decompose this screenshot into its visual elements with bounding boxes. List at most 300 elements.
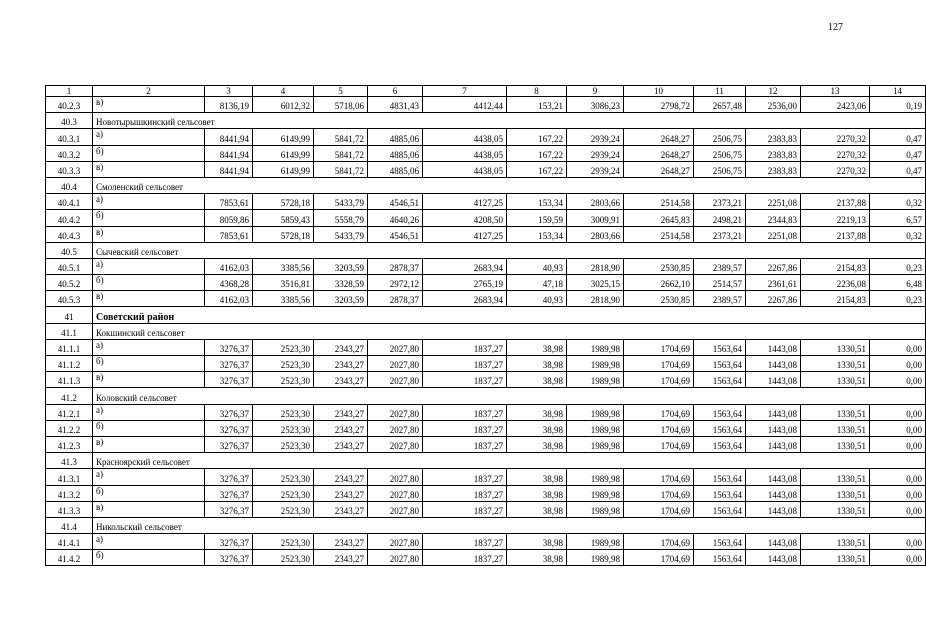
cell-value: 1563,64 <box>694 372 746 388</box>
cell-value: 1989,98 <box>567 469 624 485</box>
cell-value: 1704,69 <box>624 550 694 566</box>
cell-value: 1443,08 <box>746 356 801 372</box>
row-code: 40.3.1 <box>46 129 93 145</box>
cell-value: 1837,27 <box>423 469 507 485</box>
cell-value: 2383,83 <box>746 129 801 145</box>
cell-value: 2344,83 <box>746 210 801 226</box>
cell-value: 2498,21 <box>694 210 746 226</box>
group-row <box>46 242 926 258</box>
cell-value: 1443,08 <box>746 404 801 420</box>
cell-value: 1837,27 <box>423 372 507 388</box>
cell-value: 1330,51 <box>801 339 870 355</box>
row-subitem: а) <box>93 469 205 485</box>
cell-value: 2373,21 <box>694 226 746 242</box>
cell-value: 2818,90 <box>567 258 624 274</box>
column-header: 6 <box>368 86 423 97</box>
row-code: 40.3.2 <box>46 145 93 161</box>
cell-value: 5433,79 <box>314 226 368 242</box>
table-row <box>46 194 926 210</box>
cell-value: 2530,85 <box>624 291 694 307</box>
cell-value: 3276,37 <box>205 436 253 452</box>
cell-value: 0,00 <box>870 501 926 517</box>
row-code: 41.4.1 <box>46 534 93 550</box>
cell-value: 2648,27 <box>624 145 694 161</box>
row-code: 40.4.3 <box>46 226 93 242</box>
cell-value: 2803,66 <box>567 194 624 210</box>
row-subitem: б) <box>93 550 205 566</box>
cell-value: 1563,64 <box>694 356 746 372</box>
row-subitem: а) <box>93 534 205 550</box>
cell-value: 1837,27 <box>423 534 507 550</box>
cell-value: 2270,32 <box>801 145 870 161</box>
cell-value: 0,23 <box>870 291 926 307</box>
cell-value: 1989,98 <box>567 501 624 517</box>
cell-value: 2657,48 <box>694 97 746 113</box>
cell-value: 1443,08 <box>746 420 801 436</box>
cell-value: 4546,51 <box>368 194 423 210</box>
cell-value: 2645,83 <box>624 210 694 226</box>
cell-value: 2514,58 <box>624 194 694 210</box>
group-name: Новотырышкинский сельсовет <box>93 113 926 129</box>
row-code: 40.5.3 <box>46 291 93 307</box>
cell-value: 3009,91 <box>567 210 624 226</box>
cell-value: 0,00 <box>870 404 926 420</box>
row-subitem: а) <box>93 404 205 420</box>
column-header: 7 <box>423 86 507 97</box>
cell-value: 4127,25 <box>423 194 507 210</box>
cell-value: 2027,80 <box>368 469 423 485</box>
row-code: 41.1.3 <box>46 372 93 388</box>
row-code: 40.5.2 <box>46 275 93 291</box>
cell-value: 1443,08 <box>746 469 801 485</box>
cell-value: 2803,66 <box>567 226 624 242</box>
column-header: 3 <box>205 86 253 97</box>
column-header: 4 <box>253 86 314 97</box>
cell-value: 2267,86 <box>746 258 801 274</box>
table-row <box>46 258 926 274</box>
cell-value: 1704,69 <box>624 420 694 436</box>
row-code: 40.5.1 <box>46 258 93 274</box>
cell-value: 0,00 <box>870 485 926 501</box>
cell-value: 2506,75 <box>694 161 746 177</box>
cell-value: 2506,75 <box>694 129 746 145</box>
cell-value: 2027,80 <box>368 404 423 420</box>
cell-value: 4368,28 <box>205 275 253 291</box>
column-header: 5 <box>314 86 368 97</box>
cell-value: 3516,81 <box>253 275 314 291</box>
group-name: Красноярский сельсовет <box>93 453 926 469</box>
cell-value: 2648,27 <box>624 129 694 145</box>
cell-value: 38,98 <box>507 372 567 388</box>
cell-value: 5841,72 <box>314 161 368 177</box>
group-row <box>46 453 926 469</box>
row-code: 41.4 <box>46 517 93 533</box>
cell-value: 2878,37 <box>368 291 423 307</box>
row-code: 41.2.3 <box>46 436 93 452</box>
cell-value: 1563,64 <box>694 534 746 550</box>
cell-value: 1704,69 <box>624 339 694 355</box>
cell-value: 1837,27 <box>423 550 507 566</box>
cell-value: 2343,27 <box>314 372 368 388</box>
cell-value: 3276,37 <box>205 420 253 436</box>
column-header: 12 <box>746 86 801 97</box>
row-code: 41.1.2 <box>46 356 93 372</box>
cell-value: 2027,80 <box>368 436 423 452</box>
cell-value: 2939,24 <box>567 161 624 177</box>
cell-value: 6149,99 <box>253 129 314 145</box>
cell-value: 1443,08 <box>746 485 801 501</box>
cell-value: 4640,26 <box>368 210 423 226</box>
cell-value: 2939,24 <box>567 145 624 161</box>
cell-value: 1330,51 <box>801 404 870 420</box>
tariff-table <box>45 85 926 566</box>
cell-value: 2027,80 <box>368 485 423 501</box>
page-number: 127 <box>828 22 843 33</box>
group-row <box>46 113 926 129</box>
cell-value: 5558,79 <box>314 210 368 226</box>
cell-value: 1989,98 <box>567 550 624 566</box>
table-row <box>46 291 926 307</box>
table-row <box>46 501 926 517</box>
group-name: Кокшинский сельсовет <box>93 323 926 339</box>
table-body <box>46 86 926 566</box>
group-name: Смоленский сельсовет <box>93 177 926 193</box>
cell-value: 2343,27 <box>314 485 368 501</box>
cell-value: 0,19 <box>870 97 926 113</box>
cell-value: 3276,37 <box>205 485 253 501</box>
row-subitem: а) <box>93 194 205 210</box>
cell-value: 0,32 <box>870 194 926 210</box>
row-code: 41.3.3 <box>46 501 93 517</box>
row-subitem: б) <box>93 210 205 226</box>
cell-value: 38,98 <box>507 356 567 372</box>
row-code: 41.3.1 <box>46 469 93 485</box>
cell-value: 1837,27 <box>423 485 507 501</box>
cell-value: 4162,03 <box>205 291 253 307</box>
cell-value: 1704,69 <box>624 501 694 517</box>
cell-value: 1837,27 <box>423 436 507 452</box>
cell-value: 40,93 <box>507 258 567 274</box>
row-code: 40.2.3 <box>46 97 93 113</box>
row-subitem: в) <box>93 161 205 177</box>
row-code: 41.3 <box>46 453 93 469</box>
cell-value: 38,98 <box>507 404 567 420</box>
cell-value: 0,00 <box>870 534 926 550</box>
cell-value: 1563,64 <box>694 550 746 566</box>
cell-value: 2251,08 <box>746 194 801 210</box>
row-code: 41.1 <box>46 323 93 339</box>
cell-value: 153,21 <box>507 97 567 113</box>
cell-value: 40,93 <box>507 291 567 307</box>
cell-value: 2514,58 <box>624 226 694 242</box>
cell-value: 3203,59 <box>314 258 368 274</box>
cell-value: 0,00 <box>870 420 926 436</box>
cell-value: 2523,30 <box>253 485 314 501</box>
cell-value: 2343,27 <box>314 501 368 517</box>
cell-value: 5728,18 <box>253 226 314 242</box>
cell-value: 6,57 <box>870 210 926 226</box>
cell-value: 7853,61 <box>205 194 253 210</box>
cell-value: 0,32 <box>870 226 926 242</box>
row-code: 41 <box>46 307 93 323</box>
row-subitem: в) <box>93 291 205 307</box>
cell-value: 3385,56 <box>253 291 314 307</box>
table-row <box>46 97 926 113</box>
cell-value: 2523,30 <box>253 534 314 550</box>
cell-value: 1563,64 <box>694 485 746 501</box>
cell-value: 8441,94 <box>205 161 253 177</box>
cell-value: 0,47 <box>870 145 926 161</box>
cell-value: 2027,80 <box>368 550 423 566</box>
cell-value: 1563,64 <box>694 501 746 517</box>
cell-value: 1330,51 <box>801 501 870 517</box>
cell-value: 2343,27 <box>314 420 368 436</box>
cell-value: 38,98 <box>507 485 567 501</box>
cell-value: 1989,98 <box>567 436 624 452</box>
group-name: Сычевский сельсовет <box>93 242 926 258</box>
cell-value: 1989,98 <box>567 534 624 550</box>
cell-value: 2530,85 <box>624 258 694 274</box>
row-code: 41.2.2 <box>46 420 93 436</box>
cell-value: 1563,64 <box>694 404 746 420</box>
cell-value: 3328,59 <box>314 275 368 291</box>
cell-value: 2270,32 <box>801 161 870 177</box>
cell-value: 2251,08 <box>746 226 801 242</box>
row-subitem: в) <box>93 501 205 517</box>
table-row <box>46 339 926 355</box>
cell-value: 1837,27 <box>423 420 507 436</box>
group-name: Никольский сельсовет <box>93 517 926 533</box>
cell-value: 2343,27 <box>314 404 368 420</box>
cell-value: 8136,19 <box>205 97 253 113</box>
table-row <box>46 275 926 291</box>
cell-value: 1989,98 <box>567 339 624 355</box>
column-header: 10 <box>624 86 694 97</box>
cell-value: 1330,51 <box>801 420 870 436</box>
table-row <box>46 161 926 177</box>
header-row <box>46 86 926 97</box>
cell-value: 4831,43 <box>368 97 423 113</box>
cell-value: 2383,83 <box>746 145 801 161</box>
table-row <box>46 534 926 550</box>
table-row <box>46 226 926 242</box>
table-row <box>46 210 926 226</box>
cell-value: 4412,44 <box>423 97 507 113</box>
group-row <box>46 177 926 193</box>
row-subitem: б) <box>93 275 205 291</box>
cell-value: 2523,30 <box>253 469 314 485</box>
column-header: 2 <box>93 86 205 97</box>
cell-value: 1443,08 <box>746 339 801 355</box>
cell-value: 2878,37 <box>368 258 423 274</box>
column-header: 11 <box>694 86 746 97</box>
row-subitem: б) <box>93 420 205 436</box>
group-row <box>46 388 926 404</box>
cell-value: 2027,80 <box>368 356 423 372</box>
cell-value: 3086,23 <box>567 97 624 113</box>
cell-value: 3276,37 <box>205 404 253 420</box>
row-code: 41.3.2 <box>46 485 93 501</box>
cell-value: 6149,99 <box>253 145 314 161</box>
cell-value: 4885,06 <box>368 145 423 161</box>
cell-value: 4885,06 <box>368 161 423 177</box>
cell-value: 4438,05 <box>423 129 507 145</box>
cell-value: 2389,57 <box>694 258 746 274</box>
cell-value: 38,98 <box>507 501 567 517</box>
row-code: 40.3.3 <box>46 161 93 177</box>
cell-value: 38,98 <box>507 469 567 485</box>
row-subitem: б) <box>93 145 205 161</box>
column-header: 1 <box>46 86 93 97</box>
cell-value: 0,00 <box>870 469 926 485</box>
row-code: 40.4.1 <box>46 194 93 210</box>
cell-value: 1704,69 <box>624 485 694 501</box>
cell-value: 1443,08 <box>746 501 801 517</box>
cell-value: 2536,00 <box>746 97 801 113</box>
group-name: Коловский сельсовет <box>93 388 926 404</box>
cell-value: 0,00 <box>870 356 926 372</box>
cell-value: 5859,43 <box>253 210 314 226</box>
cell-value: 2523,30 <box>253 356 314 372</box>
cell-value: 2523,30 <box>253 372 314 388</box>
cell-value: 2137,88 <box>801 226 870 242</box>
cell-value: 1330,51 <box>801 550 870 566</box>
cell-value: 1704,69 <box>624 436 694 452</box>
cell-value: 6012,32 <box>253 97 314 113</box>
cell-value: 2389,57 <box>694 291 746 307</box>
column-header: 14 <box>870 86 926 97</box>
cell-value: 1330,51 <box>801 534 870 550</box>
table-row <box>46 420 926 436</box>
cell-value: 2506,75 <box>694 145 746 161</box>
cell-value: 2267,86 <box>746 291 801 307</box>
row-code: 41.2 <box>46 388 93 404</box>
cell-value: 2423,06 <box>801 97 870 113</box>
row-code: 40.4.2 <box>46 210 93 226</box>
cell-value: 8059,86 <box>205 210 253 226</box>
cell-value: 4438,05 <box>423 161 507 177</box>
cell-value: 1563,64 <box>694 469 746 485</box>
cell-value: 2343,27 <box>314 356 368 372</box>
cell-value: 7853,61 <box>205 226 253 242</box>
cell-value: 6149,99 <box>253 161 314 177</box>
cell-value: 1989,98 <box>567 404 624 420</box>
cell-value: 0,00 <box>870 339 926 355</box>
cell-value: 38,98 <box>507 550 567 566</box>
cell-value: 1704,69 <box>624 372 694 388</box>
cell-value: 3203,59 <box>314 291 368 307</box>
cell-value: 2343,27 <box>314 469 368 485</box>
cell-value: 2523,30 <box>253 436 314 452</box>
cell-value: 2343,27 <box>314 339 368 355</box>
cell-value: 3385,56 <box>253 258 314 274</box>
district-name: Советский район <box>93 307 926 323</box>
cell-value: 1704,69 <box>624 469 694 485</box>
row-subitem: б) <box>93 356 205 372</box>
cell-value: 153,34 <box>507 226 567 242</box>
cell-value: 38,98 <box>507 339 567 355</box>
cell-value: 4208,50 <box>423 210 507 226</box>
cell-value: 2270,32 <box>801 129 870 145</box>
row-subitem: в) <box>93 372 205 388</box>
cell-value: 1563,64 <box>694 436 746 452</box>
cell-value: 167,22 <box>507 129 567 145</box>
cell-value: 2373,21 <box>694 194 746 210</box>
cell-value: 2818,90 <box>567 291 624 307</box>
cell-value: 1704,69 <box>624 356 694 372</box>
cell-value: 2343,27 <box>314 550 368 566</box>
cell-value: 0,47 <box>870 161 926 177</box>
table-row <box>46 145 926 161</box>
cell-value: 0,00 <box>870 436 926 452</box>
cell-value: 2027,80 <box>368 420 423 436</box>
cell-value: 1837,27 <box>423 404 507 420</box>
group-row <box>46 517 926 533</box>
row-subitem: в) <box>93 436 205 452</box>
cell-value: 2383,83 <box>746 161 801 177</box>
cell-value: 8441,94 <box>205 129 253 145</box>
table-row <box>46 485 926 501</box>
cell-value: 2514,57 <box>694 275 746 291</box>
cell-value: 2027,80 <box>368 372 423 388</box>
cell-value: 1443,08 <box>746 372 801 388</box>
cell-value: 1330,51 <box>801 469 870 485</box>
table-row <box>46 129 926 145</box>
cell-value: 3276,37 <box>205 372 253 388</box>
cell-value: 1989,98 <box>567 372 624 388</box>
cell-value: 1563,64 <box>694 339 746 355</box>
cell-value: 2523,30 <box>253 339 314 355</box>
cell-value: 2219,13 <box>801 210 870 226</box>
cell-value: 6,48 <box>870 275 926 291</box>
cell-value: 0,00 <box>870 550 926 566</box>
table-row <box>46 550 926 566</box>
cell-value: 4162,03 <box>205 258 253 274</box>
column-header: 9 <box>567 86 624 97</box>
cell-value: 1443,08 <box>746 436 801 452</box>
cell-value: 1704,69 <box>624 404 694 420</box>
table-row <box>46 372 926 388</box>
cell-value: 167,22 <box>507 145 567 161</box>
cell-value: 1837,27 <box>423 501 507 517</box>
cell-value: 8441,94 <box>205 145 253 161</box>
cell-value: 2683,94 <box>423 291 507 307</box>
cell-value: 4885,06 <box>368 129 423 145</box>
cell-value: 38,98 <box>507 534 567 550</box>
district-row <box>46 307 926 323</box>
cell-value: 2523,30 <box>253 420 314 436</box>
row-code: 40.3 <box>46 113 93 129</box>
group-row <box>46 323 926 339</box>
cell-value: 5728,18 <box>253 194 314 210</box>
cell-value: 1837,27 <box>423 356 507 372</box>
cell-value: 2154,83 <box>801 291 870 307</box>
row-subitem: б) <box>93 485 205 501</box>
cell-value: 4438,05 <box>423 145 507 161</box>
column-header: 8 <box>507 86 567 97</box>
table-row <box>46 436 926 452</box>
cell-value: 3276,37 <box>205 469 253 485</box>
cell-value: 3276,37 <box>205 501 253 517</box>
table-row <box>46 469 926 485</box>
cell-value: 4546,51 <box>368 226 423 242</box>
cell-value: 2027,80 <box>368 534 423 550</box>
row-code: 41.4.2 <box>46 550 93 566</box>
row-subitem: а) <box>93 129 205 145</box>
cell-value: 0,23 <box>870 258 926 274</box>
cell-value: 2523,30 <box>253 550 314 566</box>
cell-value: 1330,51 <box>801 485 870 501</box>
